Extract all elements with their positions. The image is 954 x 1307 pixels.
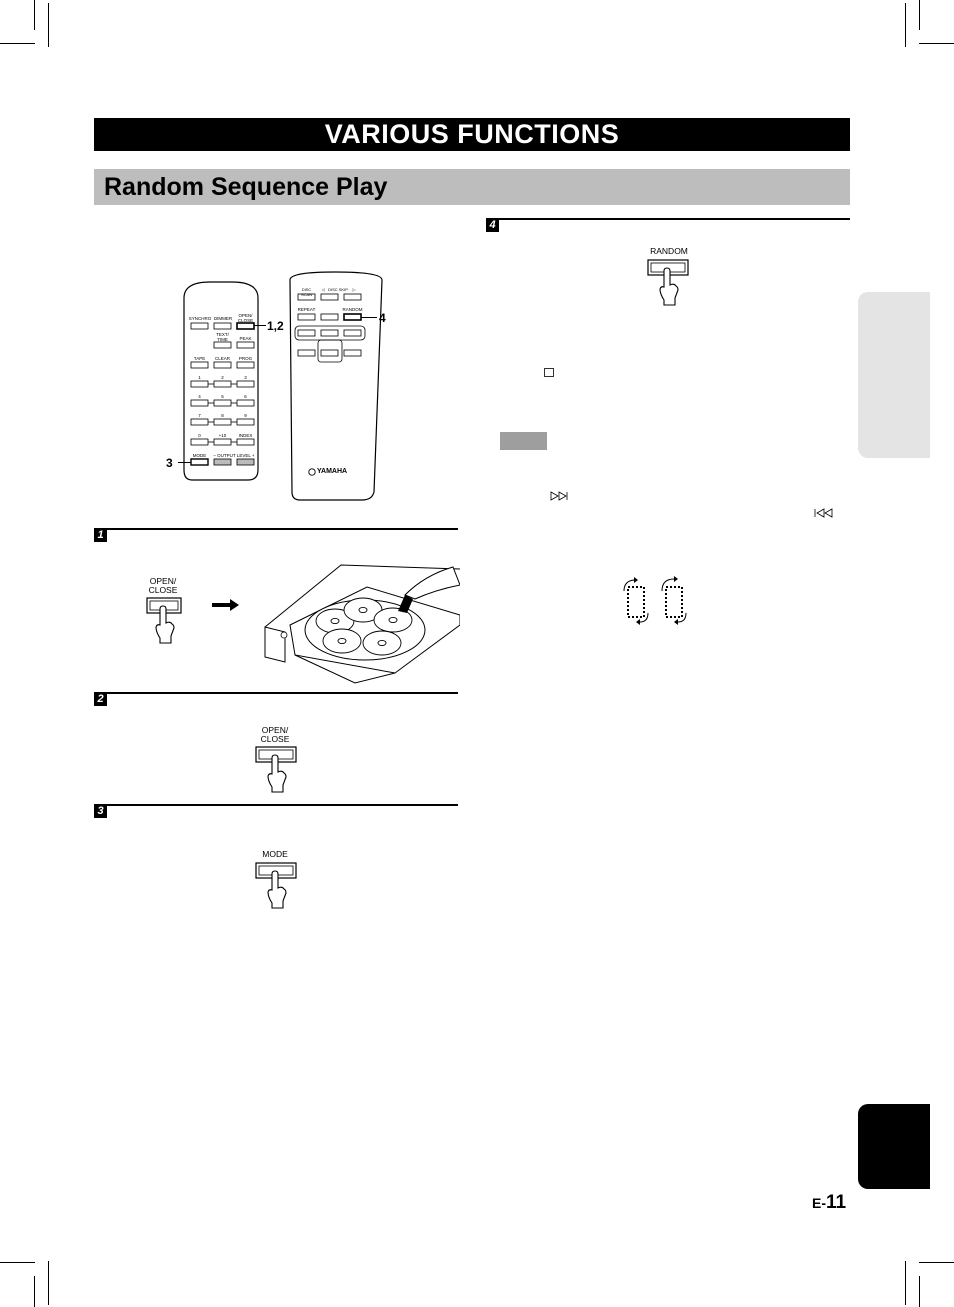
remote-label-index: INDEX	[238, 433, 253, 438]
remote-label-random: RANDOM	[342, 307, 363, 312]
callout-mode: 3	[166, 456, 173, 470]
remote-label-num: 5	[221, 394, 224, 399]
remote-label-text-time: TEXT/ TIME	[216, 332, 229, 342]
crop-mark	[919, 43, 954, 44]
remote-label-disc-scan: DISC SCAN	[300, 287, 313, 297]
yamaha-logo: YAMAHA	[317, 468, 348, 475]
open-close-label-line1: OPEN/	[261, 725, 289, 735]
crop-mark	[919, 0, 920, 30]
remote-label-num: 4	[198, 394, 201, 399]
remote-label-num: 1	[198, 375, 201, 380]
remote-label-disc-skip: DISC SKIP	[328, 287, 348, 292]
crop-mark	[34, 1276, 35, 1307]
random-button-illustration	[644, 247, 694, 309]
subsection-title: Random Sequence Play	[104, 173, 388, 201]
remote-label-num: 9	[244, 413, 247, 418]
chapter-tab	[858, 292, 930, 458]
step-1-rule	[94, 528, 458, 530]
callout-open-close: 1,2	[267, 319, 284, 333]
remote-label-num: 0	[198, 433, 201, 438]
cd-changer-tray-illustration	[255, 555, 460, 685]
remote-label-output-level: – OUTPUT LEVEL +	[213, 453, 255, 458]
remote-label-disc-fwd: ▷	[352, 287, 356, 292]
page-number-prefix: E-	[812, 1195, 826, 1211]
pressing-hand-icon	[252, 861, 302, 911]
note-label-box	[500, 432, 547, 450]
section-title: VARIOUS FUNCTIONS	[94, 118, 850, 151]
step-2-rule	[94, 692, 458, 694]
subsection-header	[94, 169, 850, 205]
remote-label-num: 2	[221, 375, 224, 380]
remote-control-illustration	[160, 270, 400, 510]
remote-label-clear: CLEAR	[214, 356, 230, 361]
pressing-hand-icon	[252, 745, 302, 795]
remote-label-disc-back: ◁	[321, 287, 325, 292]
skip-forward-icon	[550, 491, 572, 501]
crop-mark	[0, 1262, 35, 1263]
open-close-button-illustration	[252, 726, 302, 796]
page-number-value: 11	[826, 1192, 847, 1213]
remote-label-dimmer: DIMMER	[213, 316, 233, 321]
step-4-number: 4	[486, 219, 499, 232]
callout-line	[254, 325, 266, 326]
pressing-hand-icon	[644, 258, 694, 308]
mode-button-illustration	[252, 850, 302, 912]
open-close-label-line1: OPEN/	[149, 576, 177, 586]
step-1-number: 1	[94, 529, 107, 542]
random-label: RANDOM	[650, 246, 688, 256]
crop-mark	[48, 3, 49, 47]
skip-back-icon	[814, 508, 836, 518]
step-2-number: 2	[94, 693, 107, 706]
page-number	[812, 1192, 846, 1214]
crop-mark	[919, 1276, 920, 1307]
open-close-label-line2: CLOSE	[148, 585, 178, 595]
step-3-number: 3	[94, 805, 107, 818]
random-indicator-icon	[544, 368, 554, 378]
random-display-animation-icon	[618, 575, 698, 627]
crop-mark	[919, 1262, 954, 1263]
open-close-button-illustration	[140, 577, 190, 647]
step-4-rule	[486, 218, 850, 220]
open-close-label-line2: CLOSE	[260, 734, 290, 744]
remote-label-repeat: REPEAT	[297, 307, 316, 312]
step-3-rule	[94, 804, 458, 806]
remote-label-num: 7	[198, 413, 201, 418]
callout-line	[178, 462, 191, 463]
callout-random: 4	[379, 311, 386, 325]
remote-label-num: 6	[244, 394, 247, 399]
remote-label-num: 3	[244, 375, 247, 380]
remote-label-peak: PEAK	[239, 336, 252, 341]
callout-line	[361, 317, 377, 318]
language-tab	[858, 1104, 930, 1189]
crop-mark	[48, 1261, 49, 1305]
remote-label-num: 8	[221, 413, 224, 418]
pressing-hand-icon	[140, 596, 190, 646]
remote-label-open-close: OPEN/ CLOSE	[237, 313, 254, 323]
crop-mark	[905, 3, 906, 47]
crop-mark	[34, 0, 35, 30]
crop-mark	[905, 1261, 906, 1305]
remote-label-num: +10	[218, 433, 227, 438]
remote-label-mode: MODE	[192, 453, 207, 458]
remote-label-prog: PROG	[238, 356, 253, 361]
remote-label-tape: TAPE	[193, 356, 206, 361]
remote-label-synchro: SYNCHRO	[188, 316, 212, 321]
crop-mark	[0, 43, 35, 44]
arrow-right-icon	[212, 598, 240, 612]
mode-label: MODE	[262, 849, 288, 859]
remote-control-svg	[160, 270, 400, 510]
